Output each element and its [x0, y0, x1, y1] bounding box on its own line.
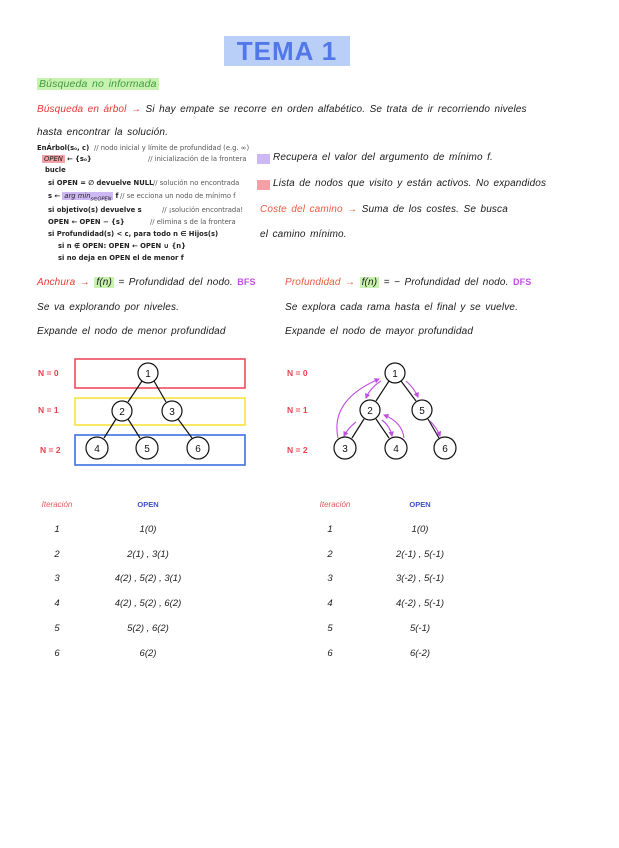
tree-edge [376, 419, 389, 438]
tree-node-label: 4 [94, 444, 100, 455]
cost-label: Coste del camino [260, 204, 343, 215]
table-header-iteration: Iteración [41, 500, 73, 509]
purple-swatch [257, 154, 270, 164]
dfs-fn: f(n) [361, 277, 378, 288]
intro-continuation: hasta encontrar la solución. [37, 127, 168, 138]
pseudocode-comment: // inicialización de la frontera [148, 155, 247, 163]
pseudocode-line [45, 166, 66, 174]
level-label: N = 0 [287, 368, 308, 378]
level-label: N = 2 [40, 445, 61, 455]
table-cell-iter: 1 [54, 524, 60, 535]
pseudocode-code: si n ∉ OPEN: OPEN ← OPEN ∪ {n} [58, 242, 186, 250]
tree-node-label: 1 [145, 369, 151, 380]
dfs-tag: DFS [512, 277, 532, 287]
bfs-tag: BFS [237, 277, 256, 287]
level-box-0 [75, 359, 245, 388]
traversal-arrow [430, 421, 440, 436]
pseudocode-line [58, 242, 186, 250]
bfs-line: Se va explorando por niveles. [37, 302, 180, 313]
pseudocode-line [48, 218, 236, 226]
pseudocode-code: si Profundidad(s) < c, para todo n ∈ Hijos(s) [48, 230, 219, 238]
legend-item-open: Lista de nodos que visito y están activos. No expandidos [273, 178, 547, 189]
arrow-icon: → [347, 204, 358, 215]
table-cell-open: 1(0) [411, 524, 429, 535]
table-cell-open: 5(2) , 6(2) [127, 623, 169, 634]
intro-text: Si hay empate se recorre en orden alfabético. Se trata de ir recorriendo niveles [145, 104, 527, 115]
table-cell-iter: 6 [327, 648, 333, 659]
tree-node-label: 3 [342, 444, 348, 455]
pseudocode-comment: // se ecciona un nodo de mínimo f [120, 192, 236, 200]
pseudocode-code: si no deja en OPEN el de menor f [58, 254, 184, 262]
dfs-line: Expande el nodo de mayor profundidad [285, 326, 474, 337]
dfs-line: Se explora cada rama hasta el final y se vuelve. [285, 302, 519, 313]
dfs-label: Profundidad [285, 277, 341, 288]
cost-continuation: el camino mínimo. [260, 229, 347, 240]
tree-node-label: 5 [419, 406, 425, 417]
bfs-line: Expande el nodo de menor profundidad [37, 326, 226, 337]
pseudocode-code: f [115, 192, 119, 200]
title-highlight [224, 36, 350, 66]
tree-node-label: 3 [169, 407, 175, 418]
cost-text: Suma de los costes. Se busca [361, 204, 508, 215]
table-cell-open: 1(0) [139, 524, 157, 535]
pseudocode-code: si OPEN = ∅ devuelve NULL [48, 179, 154, 187]
bfs-label: Anchura [37, 277, 76, 288]
pseudocode-line [42, 155, 247, 163]
open-highlight: OPEN [44, 155, 63, 163]
bfs-fn: f(n) [96, 277, 112, 288]
traversal-arrow [406, 381, 418, 397]
pseudocode-code: bucle [45, 166, 66, 174]
level-box-1 [75, 398, 245, 425]
level-label: N = 0 [38, 368, 59, 378]
bfs-tree-diagram [30, 350, 260, 475]
table-cell-open: 6(2) [139, 648, 157, 659]
tree-node-label: 6 [195, 444, 201, 455]
argmin-text: arg min [64, 192, 91, 200]
pseudocode-comment: // nodo inicial y límite de profundidad (e.g. ∞) [94, 144, 250, 152]
table-cell-open: 5(-1) [409, 623, 431, 634]
table-cell-iter: 5 [54, 623, 60, 634]
arrow-icon: → [345, 277, 356, 288]
table-cell-iter: 6 [54, 648, 60, 659]
pseudocode-line [37, 144, 250, 152]
tree-node-label: 1 [392, 369, 398, 380]
pseudocode-code: ← {s₀} [67, 155, 92, 163]
table-cell-open: 4(2) , 5(2) , 6(2) [114, 598, 182, 609]
cost-line [260, 204, 508, 215]
dfs-title [285, 277, 531, 288]
table-cell-iter: 1 [327, 524, 333, 535]
arrow-icon: → [130, 104, 142, 115]
arrow-icon: → [79, 277, 90, 288]
section-heading-text: Búsqueda no informada [39, 78, 157, 90]
tree-edge [128, 381, 142, 402]
section-heading [37, 78, 159, 90]
tree-node-label: 5 [144, 444, 150, 455]
bfs-eq: = Profundidad del nodo. [118, 277, 233, 288]
table-header-open: OPEN [409, 500, 431, 509]
pseudocode-comment: // elimina s de la frontera [150, 218, 236, 226]
pseudocode-code: EnÁrbol(s₀, c) [37, 144, 90, 152]
tree-node-label: 2 [119, 407, 125, 418]
pseudocode-line [48, 192, 236, 203]
table-cell-open: 6(-2) [409, 648, 431, 659]
argmin-subscript: s∈OPEN [90, 196, 112, 203]
page-title: TEMA 1 [236, 36, 338, 66]
tree-node-label: 6 [442, 444, 448, 455]
pink-swatch [257, 180, 270, 190]
table-cell-open: 3(-2) , 5(-1) [395, 573, 445, 584]
tree-node-label: 2 [367, 406, 373, 417]
pseudocode-code: s ← [48, 192, 61, 200]
table-cell-open: 2(-1) , 5(-1) [395, 549, 445, 560]
pseudocode-line [48, 206, 244, 214]
legend-item-argmin: Recupera el valor del argumento de mínimo f. [273, 152, 493, 163]
tree-edge [154, 381, 166, 402]
table-cell-open: 4(-2) , 5(-1) [395, 598, 445, 609]
bfs-title [37, 277, 256, 288]
pseudocode-line [48, 179, 240, 187]
table-cell-iter: 2 [54, 549, 60, 560]
table-cell-iter: 4 [327, 598, 333, 609]
traversal-arrow [366, 381, 381, 398]
table-cell-iter: 3 [54, 573, 60, 584]
tree-edge [428, 419, 439, 438]
table-header-iteration: Iteración [319, 500, 351, 509]
pseudocode-comment: // solución no encontrada [153, 179, 240, 187]
table-cell-iter: 2 [327, 549, 333, 560]
pseudocode-code: OPEN ← OPEN − {s} [48, 218, 125, 226]
table-cell-open: 4(2) , 5(2) , 3(1) [114, 573, 182, 584]
pseudocode-line [58, 254, 184, 262]
level-label: N = 1 [287, 405, 308, 415]
pseudocode-code: si objetivo(s) devuelve s [48, 206, 142, 214]
level-label: N = 1 [38, 405, 59, 415]
tree-edge [352, 419, 364, 438]
table-cell-iter: 5 [327, 623, 333, 634]
tree-edge [376, 381, 389, 401]
traversal-arrow [382, 420, 392, 436]
intro-line [37, 104, 527, 115]
argmin-highlight [62, 192, 113, 203]
table-cell-iter: 3 [327, 573, 333, 584]
pseudocode-line [48, 230, 218, 238]
pseudocode-comment: // ¡solución encontrada! [162, 206, 244, 214]
dfs-eq: = − Profundidad del nodo. [383, 277, 509, 288]
table-cell-iter: 4 [54, 598, 60, 609]
dfs-tree-diagram [280, 350, 470, 475]
table-header-open: OPEN [137, 500, 159, 509]
level-label: N = 2 [287, 445, 308, 455]
table-cell-open: 2(1) , 3(1) [127, 549, 169, 560]
intro-label: Búsqueda en árbol [37, 104, 127, 115]
tree-node-label: 4 [393, 444, 399, 455]
